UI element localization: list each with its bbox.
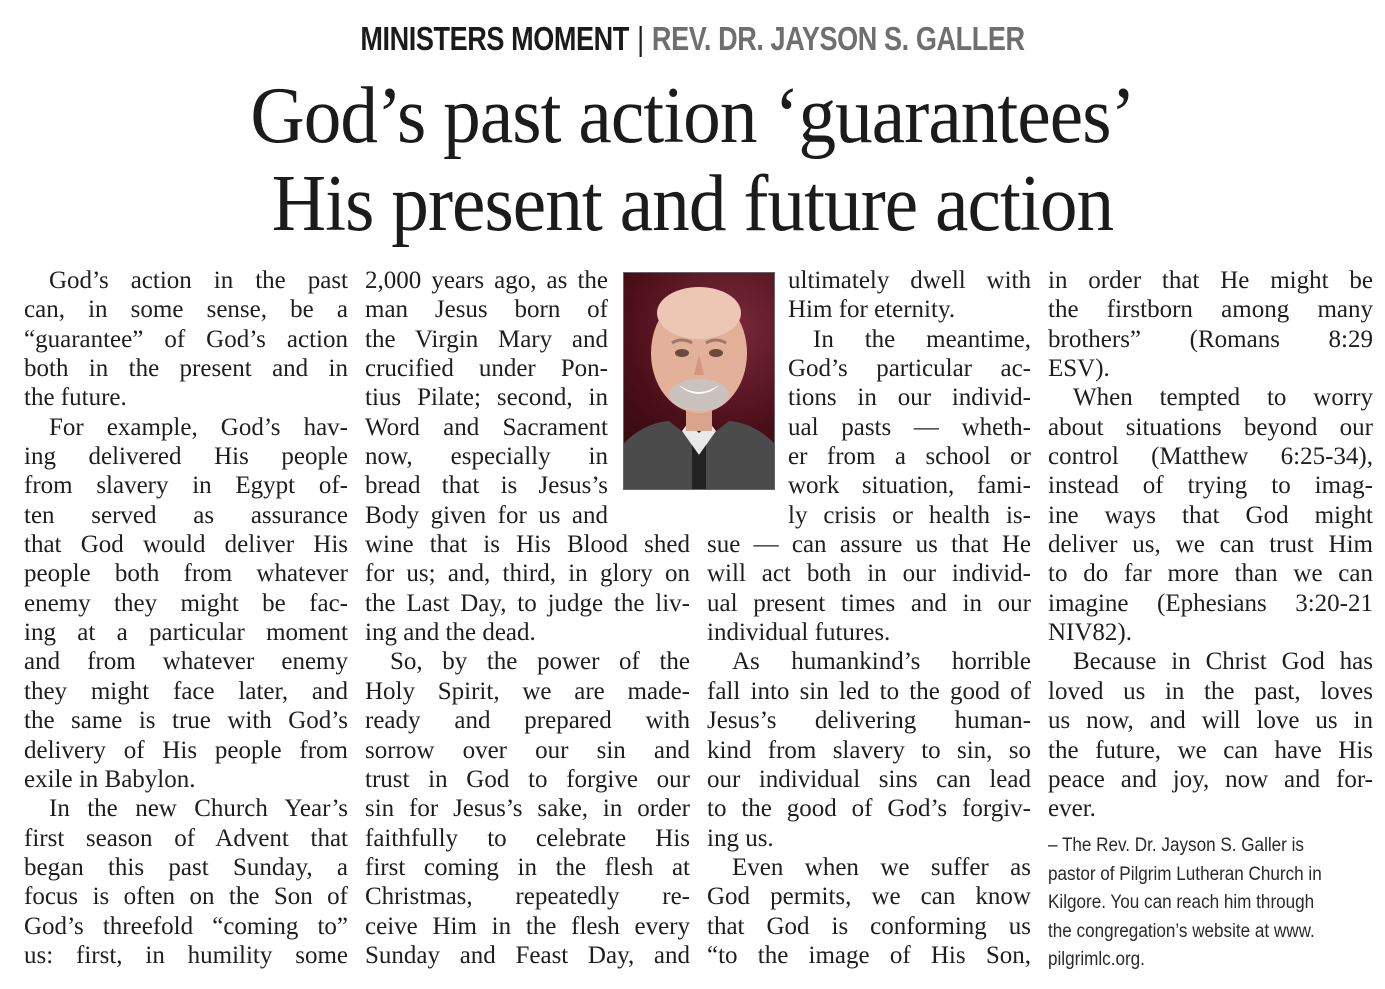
text-line: now, especially in xyxy=(365,443,608,471)
text-line: “guarantee” of God’s action xyxy=(24,325,348,353)
text-line: they might face later, and xyxy=(24,677,348,705)
headline-line-1: God’s past action ‘guarantees’ xyxy=(250,72,1135,160)
text-line: the same is true with God’s xyxy=(24,707,348,735)
text-line: ing at a particular moment xyxy=(24,619,348,647)
text-line: ready and prepared with xyxy=(365,707,690,735)
kicker xyxy=(125,20,1261,58)
article-column-3 xyxy=(707,266,1031,970)
text-line: both in the present and in xyxy=(24,355,348,383)
tagline-line: pilgrimlc.org. xyxy=(1048,949,1145,970)
text-line: In the new Church Year’s xyxy=(49,795,348,823)
text-line: sin for Jesus’s sake, in order xyxy=(365,795,690,823)
text-line: delivery of His people from xyxy=(24,736,348,764)
text-line: loved us in the past, loves xyxy=(1048,677,1373,705)
text-line: brothers” (Romans 8:29 xyxy=(1048,325,1373,353)
text-line: God’s action in the past xyxy=(49,267,348,294)
text-line: fall into sin led to the good of xyxy=(707,677,1031,705)
tagline-line: the congregation’s website at www. xyxy=(1048,920,1315,942)
text-line: crucified under Pon- xyxy=(365,355,608,383)
text-line: and from whatever enemy xyxy=(24,648,348,676)
text-line: first coming in the flesh at xyxy=(365,853,690,881)
text-line: the firstborn among many xyxy=(1048,296,1373,324)
text-line: faithfully to celebrate His xyxy=(365,824,690,852)
text-line: enemy they might be fac- xyxy=(24,589,348,617)
text-line: kind from slavery to sin, so xyxy=(707,736,1031,764)
text-line: the future. xyxy=(24,384,127,412)
article-column-4 xyxy=(1048,266,1373,824)
text-line: Christmas, repeatedly re- xyxy=(365,883,690,911)
text-line: ten served as assurance xyxy=(24,501,348,529)
text-line: to do far more than we can xyxy=(1048,560,1373,588)
text-line: in order that He might be xyxy=(1048,267,1373,294)
text-line: As humankind’s horrible xyxy=(732,648,1031,676)
text-line: about situations beyond our xyxy=(1048,413,1373,441)
text-line: first season of Advent that xyxy=(24,824,348,852)
text-line: control (Matthew 6:25-34), xyxy=(1048,443,1373,471)
text-line: ever. xyxy=(1048,795,1096,823)
text-line: the Last Day, to judge the liv- xyxy=(365,589,690,617)
tagline-line: – The Rev. Dr. Jayson S. Galler is xyxy=(1048,835,1304,856)
text-line: imagine (Ephesians 3:20-21 xyxy=(1048,589,1373,617)
headline-line-2: His present and future action xyxy=(271,160,1114,248)
text-line: tius Pilate; second, in xyxy=(365,384,608,412)
text-line: So, by the power of the xyxy=(390,648,690,676)
text-line: will act both in our individ- xyxy=(707,560,1031,588)
text-line: for us; and, third, in glory on xyxy=(365,560,690,588)
text-line: peace and joy, now and for- xyxy=(1048,765,1373,793)
text-line: ual pasts — wheth- xyxy=(788,413,1031,441)
text-line: the Virgin Mary and xyxy=(365,325,608,353)
text-line: er from a school or xyxy=(788,443,1031,471)
text-line: God’s particular ac- xyxy=(788,355,1031,383)
headline xyxy=(0,72,1385,248)
text-line: individual futures. xyxy=(707,619,891,647)
tagline-line: pastor of Pilgrim Lutheran Church in xyxy=(1048,863,1322,885)
author-tagline xyxy=(1048,832,1336,975)
text-line: Jesus’s delivering human- xyxy=(707,707,1031,735)
tagline-line: Kilgore. You can reach him through xyxy=(1048,892,1315,913)
text-line: ceive Him in the flesh every xyxy=(365,912,690,940)
text-line: deliver us, we can trust Him xyxy=(1048,531,1373,559)
text-line: NIV82). xyxy=(1048,619,1133,647)
text-line: ing delivered His people xyxy=(24,443,348,471)
text-line: trust in God to forgive our xyxy=(365,765,690,793)
text-line: man Jesus born of xyxy=(365,296,608,324)
text-line: that God is conforming us xyxy=(707,912,1031,940)
text-line: Even when we suffer as xyxy=(732,853,1031,881)
text-line: ine ways that God might xyxy=(1048,501,1373,529)
text-line: God permits, we can know xyxy=(707,883,1031,911)
text-line: exile in Babylon. xyxy=(24,765,196,793)
text-line: work situation, fami- xyxy=(788,472,1031,500)
text-line: our individual sins can lead xyxy=(707,765,1031,793)
text-line: ly crisis or health is- xyxy=(788,501,1031,529)
text-line: that God would deliver His xyxy=(24,531,348,559)
text-line: began this past Sunday, a xyxy=(24,853,348,881)
text-line: In the meantime, xyxy=(813,325,1031,353)
text-line: people both from whatever xyxy=(24,560,348,588)
section-label: MINISTERS MOMENT xyxy=(360,20,629,57)
text-line: Because in Christ God has xyxy=(1073,648,1373,676)
text-line: can, in some sense, be a xyxy=(24,296,348,324)
text-line: instead of trying to imag- xyxy=(1048,472,1373,500)
text-line: sorrow over our sin and xyxy=(365,736,690,764)
article-column-2 xyxy=(365,266,690,970)
text-line: ual present times and in our xyxy=(707,589,1031,617)
text-line: us: first, in humility some xyxy=(24,941,348,969)
text-line: God’s threefold “coming to” xyxy=(24,912,348,940)
text-line: the future, we can have His xyxy=(1048,736,1373,764)
article-column-1 xyxy=(24,266,348,970)
text-line: ESV). xyxy=(1048,355,1110,383)
text-line: to the good of God’s forgiv- xyxy=(707,795,1031,823)
text-line: focus is often on the Son of xyxy=(24,883,348,911)
text-line: Body given for us and xyxy=(365,501,608,529)
text-line: bread that is Jesus’s xyxy=(365,472,608,500)
text-line: sue — can assure us that He xyxy=(707,531,1031,559)
text-line: 2,000 years ago, as the xyxy=(365,267,608,294)
author-byline: REV. DR. JAYSON S. GALLER xyxy=(651,20,1025,57)
text-line: ultimately dwell with xyxy=(788,267,1031,294)
text-line: Holy Spirit, we are made- xyxy=(365,677,690,705)
text-line: Him for eternity. xyxy=(788,296,956,324)
text-line: For example, God’s hav- xyxy=(49,413,348,441)
text-line: from slavery in Egypt of- xyxy=(24,472,348,500)
text-line: us now, and will love us in xyxy=(1048,707,1373,735)
text-line: Sunday and Feast Day, and xyxy=(365,941,690,969)
text-line: When tempted to worry xyxy=(1073,384,1373,412)
text-line: Word and Sacrament xyxy=(365,413,608,441)
text-line: “to the image of His Son, xyxy=(707,941,1031,969)
text-line: ing and the dead. xyxy=(365,619,536,647)
kicker-separator: | xyxy=(637,20,644,57)
text-line: tions in our individ- xyxy=(788,384,1031,412)
text-line: wine that is His Blood shed xyxy=(365,531,690,559)
text-line: ing us. xyxy=(707,824,774,852)
